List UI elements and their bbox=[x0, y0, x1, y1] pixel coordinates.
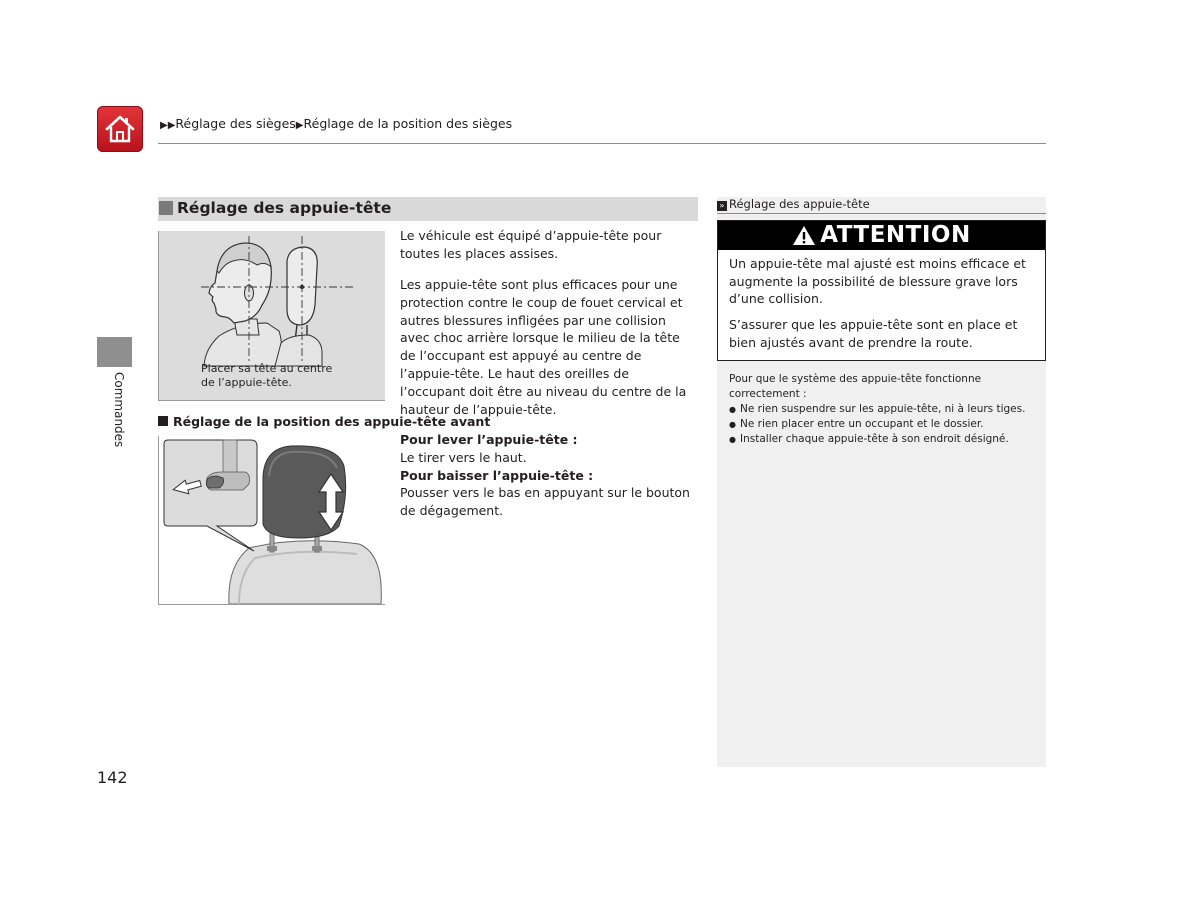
breadcrumb-arrow-icon: ▶ bbox=[295, 120, 304, 131]
headrest-adjustment-illustration bbox=[158, 436, 385, 605]
list-item: ● Ne rien placer entre un occupant et le dossier. bbox=[729, 417, 1034, 432]
section-title: Réglage des appuie-tête bbox=[177, 199, 392, 217]
page-number: 142 bbox=[97, 768, 128, 787]
reference-icon: » bbox=[717, 201, 727, 211]
home-button[interactable] bbox=[97, 106, 143, 152]
list-item: ● Installer chaque appuie-tête à son endroit désigné. bbox=[729, 432, 1034, 447]
breadcrumb bbox=[160, 116, 512, 131]
illustration-caption: Placer sa tête au centre de l’appuie-tête. bbox=[201, 362, 333, 389]
sidebar-notes bbox=[729, 372, 1034, 447]
subsection-title: Réglage de la position des appuie-tête avant bbox=[173, 414, 491, 429]
notes-list bbox=[729, 402, 1034, 447]
headrest-adjustment-drawing bbox=[159, 436, 385, 604]
attention-paragraph-1: Un appuie-tête mal ajusté est moins efficace et augmente la possibilité de blessure grave lors d’une collision. bbox=[729, 256, 1026, 306]
warning-triangle-icon bbox=[792, 225, 816, 246]
breadcrumb-link-seat-position[interactable]: Réglage de la position des sièges bbox=[303, 116, 513, 131]
subheading-square-icon bbox=[158, 416, 168, 426]
intro-paragraph: Le véhicule est équipé d’appuie-tête pour toutes les places assises. bbox=[400, 228, 662, 261]
attention-box bbox=[717, 220, 1046, 361]
notes-intro: Pour que le système des appuie-tête fonctionne correctement : bbox=[729, 373, 982, 400]
raise-label: Pour lever l’appuie-tête : bbox=[400, 432, 578, 447]
chapter-label: Commandes bbox=[112, 372, 126, 448]
home-icon bbox=[104, 113, 136, 145]
sidebar-divider bbox=[717, 213, 1046, 214]
section-heading bbox=[158, 197, 698, 221]
breadcrumb-link-seats[interactable]: Réglage des sièges bbox=[175, 116, 296, 131]
adjustment-instructions bbox=[400, 431, 698, 520]
sidebar-reference bbox=[717, 197, 870, 211]
heading-square-icon bbox=[159, 201, 173, 215]
breadcrumb-arrow-icon: ▶▶ bbox=[160, 120, 176, 131]
attention-paragraph-2: S’assurer que les appuie-tête sont en place et bien ajustés avant de prendre la route. bbox=[729, 317, 1018, 350]
chapter-tab[interactable] bbox=[97, 337, 132, 367]
lower-label: Pour baisser l’appuie-tête : bbox=[400, 467, 594, 483]
raise-text: Le tirer vers le haut. bbox=[400, 449, 527, 465]
header-divider bbox=[158, 143, 1046, 144]
attention-header bbox=[718, 221, 1045, 250]
lower-text: Pousser vers le bas en appuyant sur le bouton de dégagement. bbox=[400, 485, 690, 519]
explanation-paragraph: Les appuie-tête sont plus efficaces pour une protection contre le coup de fouet cervical et autres blessures infligées par une collision avec choc arrière lorsque le milieu de la tête de l’occupant est appuyé au centre de l’appuie-tête. Le haut des oreilles de l’occupant doit être au niveau du centre de la hauteur de l’appuie-tête. bbox=[400, 277, 687, 417]
attention-label: ATTENTION bbox=[820, 222, 971, 248]
subsection-heading bbox=[158, 414, 490, 429]
sidebar-reference-title: Réglage des appuie-tête bbox=[729, 197, 870, 211]
list-item: ● Ne rien suspendre sur les appuie-tête, ni à leurs tiges. bbox=[729, 402, 1034, 417]
head-position-illustration bbox=[158, 231, 385, 401]
